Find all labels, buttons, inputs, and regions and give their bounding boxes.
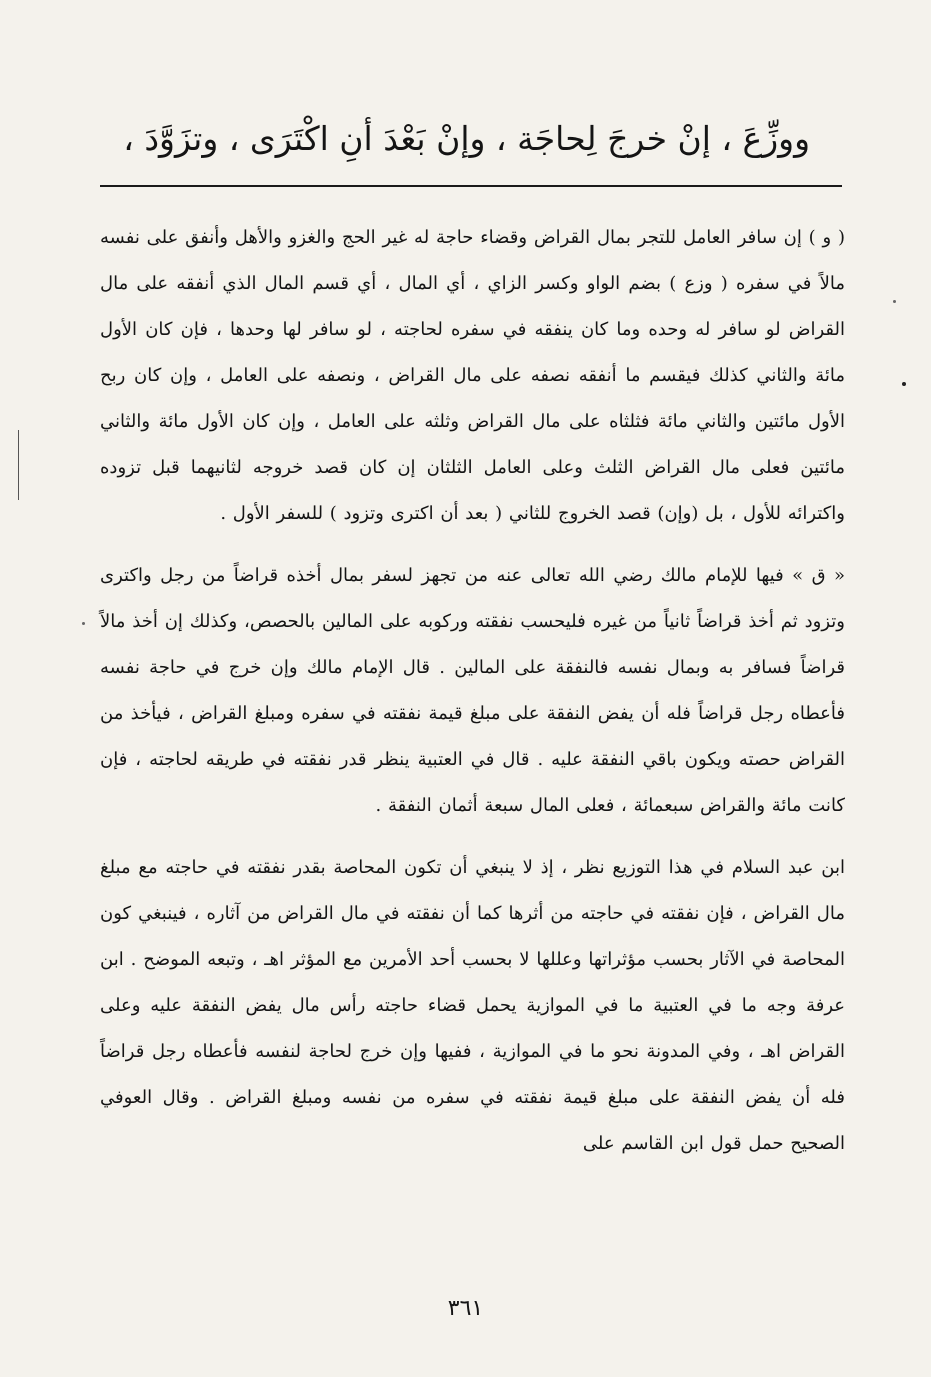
paragraph-2: « ق » فيها للإمام مالك رضي الله تعالى عنه من تجهز لسفر بمال أخذه قراضاً من رجل واكترى وتزود ثم أخذ قراضاً ثانياً من غيره فليحسب نفقته وركوبه على المالين بالحصص، وكذلك إن أخذ مالاً قراضاً فسافر به وبمال نفسه فالنفقة على المالين . قال الإمام مالك وإن خرج في حاجة نفسه فأعطاه رجل قراضاً فله أن يفض النفقة على مبلغ قيمة نفقته في سفره ومبلغ القراض ، فيأخذ من القراض حصته ويكون باقي النفقة عليه . قال في العتبية ينظر قدر نفقته في طريقه لحاجته ، فإن كانت مائة والقراض سبعمائة ، فعلى المال سبعة أثمان النفقة . [100,565,845,816]
margin-mark [18,430,19,500]
paragraph-3: ابن عبد السلام في هذا التوزيع نظر ، إذ لا ينبغي أن تكون المحاصة بقدر نفقته في حاجته مع مبلغ مال القراض ، فإن نفقته في حاجته من أثرها كما أن نفقته في مال القراض من آثاره ، فينبغي كون المحاصة في الآثار بحسب مؤثراتها وعللها لا بحسب أحد الأمرين مع المؤثر اهـ ، وتبعه الموضح . ابن عرفة وجه ما في العتبية ما في الموازية يحمل قضاء حاجته رأس مال يفض النفقة عليه وعلى القراض اهـ ، وفي المدونة نحو ما في الموازية ، ففيها وإن خرج لحاجة لنفسه فأعطاه رجل قراضاً فله أن يفض النفقة على مبلغ قيمة نفقته في سفره من نفسه ومبلغ القراض . وقال العوفي الصحيح حمل قول ابن القاسم على [100,857,845,1154]
page-number: ٣٦١ [447,1296,484,1321]
heading-divider [100,185,842,187]
commentary-body [100,215,845,1167]
matn-heading: ووزِّعَ ، إنْ خرجَ لِحاجَة ، وإنْ بَعْدَ أنِ اكْتَرَى ، وتزَوَّدَ ، [123,119,810,158]
margin-dot [893,300,896,303]
margin-dot [902,382,906,386]
paragraph-1: ( و ) إن سافر العامل للتجر بمال القراض وقضاء حاجة له غير الحج والغزو والأهل وأنفق على نفسه مالاً في سفره ( وزع ) بضم الواو وكسر الزاي ، أي المال ، أي قسم المال الذي أنفقه على مال القراض لو سافر له وحده وما كان ينفقه في سفره لحاجته ، لو سافر لها وحدها ، فإن كان الأول مائة والثاني كذلك فيقسم ما أنفقه نصفه على مال القراض ، ونصفه على العامل ، وإن كان ربح الأول مائتين والثاني مائة فثلثاه على مال القراض وثلثه على العامل ، وإن كان الأول مائة والثاني مائتين فعلى مال القراض الثلث وعلى العامل الثلثان إن كان قصد خروجه لثانيهما قبل تزوده واكترائه للأول ، بل (وإن) قصد الخروج للثاني ( بعد أن اكترى وتزود ) للسفر الأول . [100,227,845,524]
margin-dot [82,622,85,625]
